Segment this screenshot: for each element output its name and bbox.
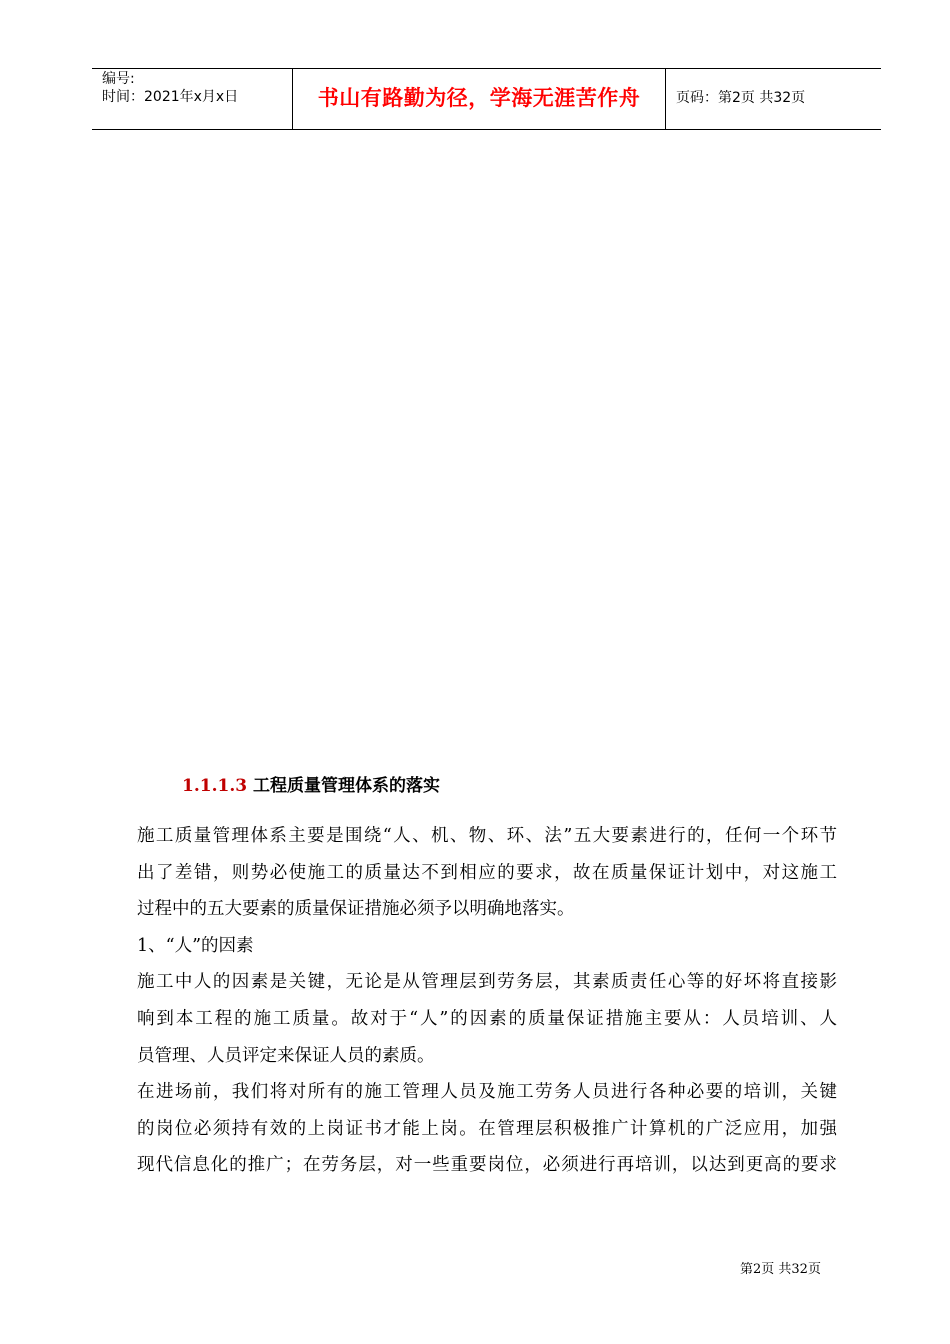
page-footer: 第2页 共32页 <box>740 1262 821 1277</box>
section-title: 工程质量管理体系的落实 <box>253 776 440 796</box>
text-line: 员管理、人员评定来保证人员的素质。 <box>137 1045 435 1066</box>
text-line: 的岗位必须持有效的上岗证书才能上岗。在管理层积极推广计算机的广泛应用，加强 <box>137 1118 837 1139</box>
text-line: 施工质量管理体系主要是围绕“人、机、物、环、法”五大要素进行的，任何一个环节 <box>137 826 837 846</box>
section-heading <box>182 774 440 798</box>
date-label: 时间：2021年x月x日 <box>102 89 239 105</box>
header-page-number: 页码：第2页 共32页 <box>676 90 806 106</box>
header-motto-cell <box>293 69 666 129</box>
text-line: 过程中的五大要素的质量保证措施必须予以明确地落实。 <box>137 899 575 920</box>
text-line: 响到本工程的施工质量。故对于“人”的因素的质量保证措施主要从：人员培训、人 <box>137 1008 837 1029</box>
text-line: 出了差错，则势必使施工的质量达不到相应的要求，故在质量保证计划中，对这施工 <box>137 862 837 883</box>
header-page-cell <box>666 69 881 129</box>
section-number: 1.1.1.3 <box>182 776 248 796</box>
page-header <box>92 68 881 130</box>
text-line: 在进场前，我们将对所有的施工管理人员及施工劳务人员进行各种必要的培训，关键 <box>137 1082 837 1103</box>
header-info-cell <box>92 69 293 129</box>
text-line: 施工中人的因素是关键，无论是从管理层到劳务层，其素质责任心等的好坏将直接影 <box>137 972 837 993</box>
list-item-heading: 1、“人”的因素 <box>137 935 254 956</box>
text-line: 现代信息化的推广；在劳务层，对一些重要岗位，必须进行再培训，以达到更高的要求 <box>137 1155 837 1176</box>
body-text <box>137 818 837 1184</box>
serial-number-label: 编号: <box>102 71 135 87</box>
header-motto: 书山有路勤为径，学海无涯苦作舟 <box>317 86 641 110</box>
